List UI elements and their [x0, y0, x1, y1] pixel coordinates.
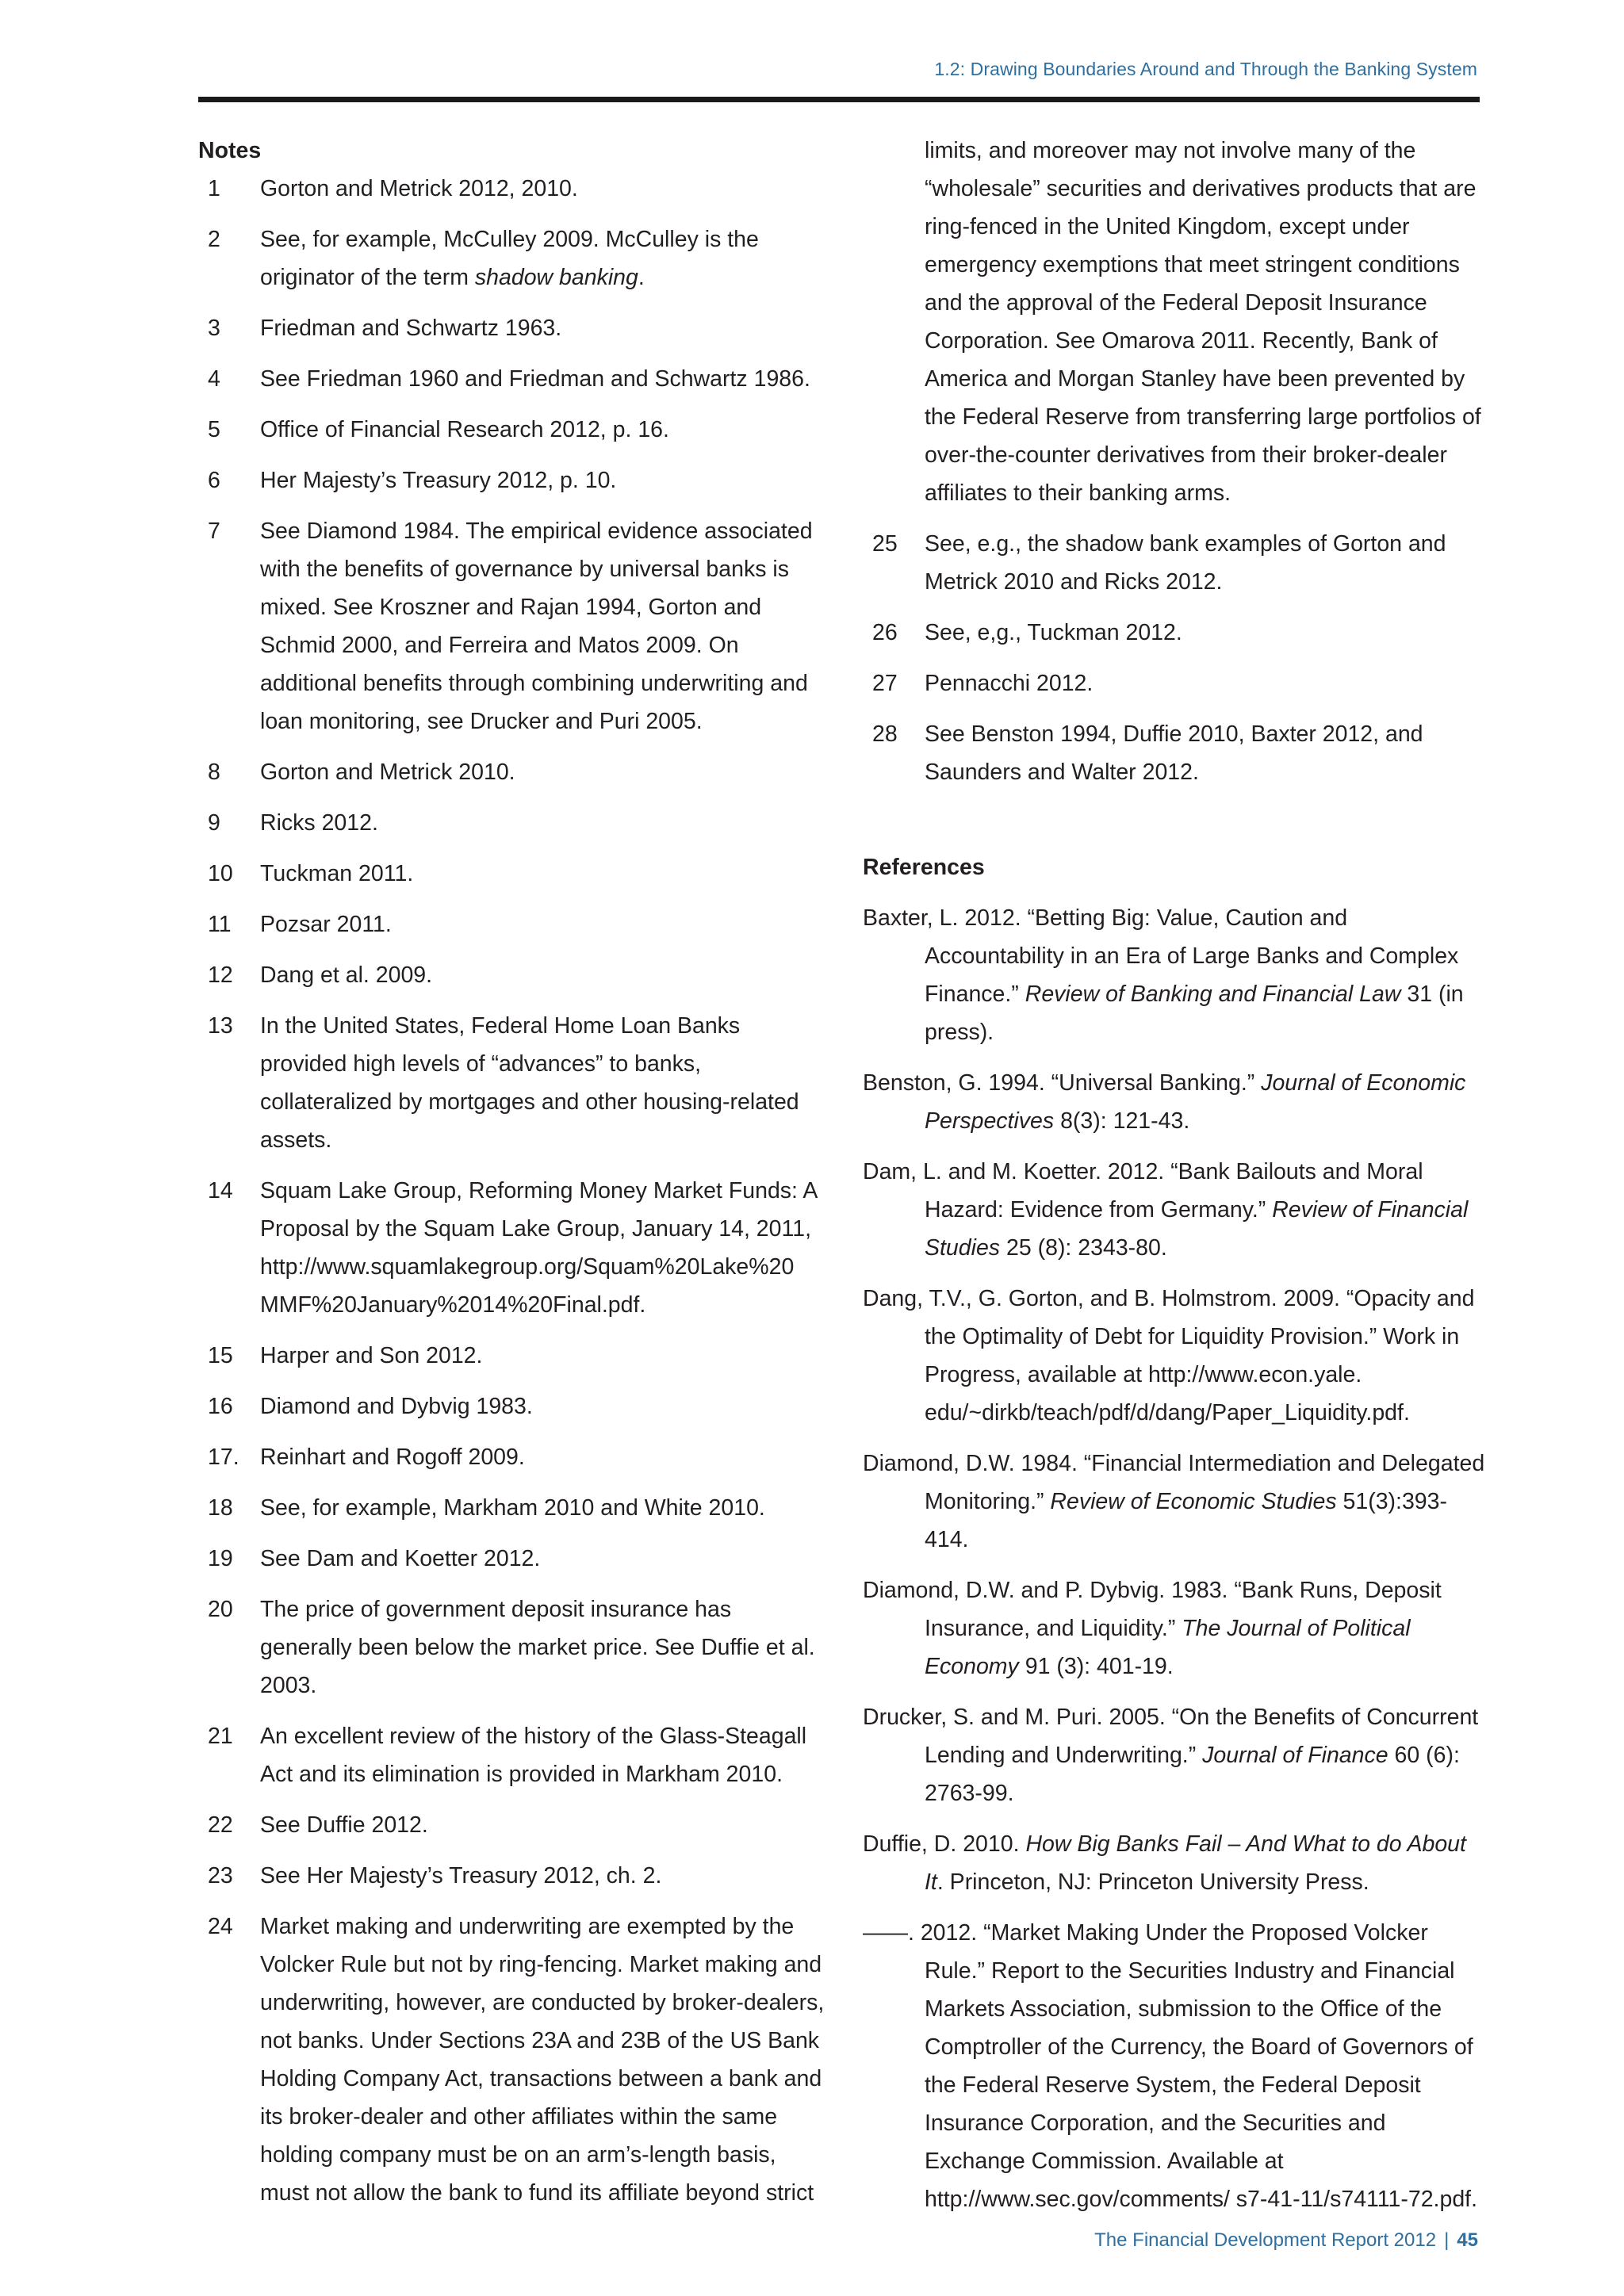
text-run: An excellent review of the history of the Glass-Steagall Act and its elimination is provided in Markham 2010. — [260, 1724, 807, 1787]
references-heading: References — [863, 855, 985, 880]
text-run: Ricks 2012. — [260, 810, 378, 836]
text-run: Pozsar 2011. — [260, 912, 392, 937]
note-item — [863, 614, 1489, 652]
text-run: The price of government deposit insurance has generally been below the market price. See Duffie et al. 2003. — [260, 1597, 815, 1698]
text-run: Drucker, S. and M. Puri. 2005. “On the Benefits of Concurrent Lending and Underwriting.” — [863, 1705, 1479, 1768]
note-number: 21 — [208, 1724, 233, 1749]
note-text — [260, 1172, 825, 1324]
note-item — [198, 804, 825, 842]
text-run: 8(3): 121-43. — [1054, 1108, 1190, 1134]
text-run: See, for example, Markham 2010 and White 2010. — [260, 1495, 765, 1521]
note-item — [198, 1540, 825, 1578]
note-number: 27 — [872, 671, 898, 696]
reference-entry — [863, 1571, 1489, 1686]
note-item — [198, 309, 825, 347]
note-item — [198, 170, 825, 208]
note-number: 28 — [872, 721, 898, 747]
text-run: See Duffie 2012. — [260, 1812, 428, 1838]
note-number: 16 — [208, 1394, 233, 1419]
note-item — [198, 461, 825, 499]
note-number: 22 — [208, 1812, 233, 1838]
text-run: Harper and Son 2012. — [260, 1343, 483, 1368]
notes-list-continued — [863, 525, 1489, 791]
reference-entry — [863, 1280, 1489, 1432]
note-number: 7 — [208, 519, 220, 544]
text-run: Dang, T.V., G. Gorton, and B. Holmstrom. 2009. “Opacity and the Optimality of Debt for Liquidity Provision.” Work in Progress, available at http://www.econ.yale. edu/~dirkb/teach/pdf/d/dang/Paper_Liquidity.pdf. — [863, 1286, 1475, 1425]
text-run: Squam Lake Group, Reforming Money Market Funds: A Proposal by the Squam Lake Group, January 14, 2011, http://www.squamlakegroup.org/Squam%20Lake%20 MMF%20January%2014%20Final.pdf. — [260, 1178, 817, 1318]
note-text — [260, 956, 825, 994]
note-text — [260, 1806, 825, 1844]
note-item — [198, 220, 825, 297]
note-item — [863, 664, 1489, 702]
note-number: 5 — [208, 417, 220, 442]
note-number: 12 — [208, 962, 233, 988]
notes-heading: Notes — [198, 138, 262, 163]
note-text — [260, 170, 825, 208]
note-text — [260, 1387, 825, 1425]
note-item — [198, 1337, 825, 1375]
text-run: See, for example, McCulley 2009. McCulley is the originator of the term — [260, 227, 759, 290]
text-run: See, e,g., Tuckman 2012. — [925, 620, 1182, 645]
note-number: 1 — [208, 176, 220, 201]
note-item — [198, 956, 825, 994]
note-text — [260, 1717, 825, 1793]
note-text — [260, 1857, 825, 1895]
italic-text: The Journal of Political Economy — [925, 1616, 1411, 1679]
text-run: See Dam and Koetter 2012. — [260, 1546, 541, 1571]
notes-list — [198, 170, 825, 2212]
text-run: Friedman and Schwartz 1963. — [260, 316, 562, 341]
note-item — [198, 855, 825, 893]
note-number: 3 — [208, 316, 220, 341]
note-number: 14 — [208, 1178, 233, 1203]
running-head: 1.2: Drawing Boundaries Around and Through the Banking System — [934, 59, 1477, 79]
note-number: 26 — [872, 620, 898, 645]
note-item — [198, 1806, 825, 1844]
note-number: 19 — [208, 1546, 233, 1571]
note-number: 10 — [208, 861, 233, 886]
text-run: 91 (3): 401-19. — [1018, 1654, 1174, 1679]
text-run: See Her Majesty’s Treasury 2012, ch. 2. — [260, 1863, 662, 1888]
text-run: Her Majesty’s Treasury 2012, p. 10. — [260, 468, 617, 493]
text-run: Office of Financial Research 2012, p. 16. — [260, 417, 669, 442]
left-column — [198, 132, 825, 2225]
text-run: Baxter, L. 2012. “Betting Big: Value, Caution and Accountability in an Era of Large Banks and Complex Finance.” — [863, 905, 1459, 1007]
note-text — [260, 905, 825, 943]
note-text — [260, 855, 825, 893]
text-run: See, e.g., the shadow bank examples of Gorton and Metrick 2010 and Ricks 2012. — [925, 531, 1446, 595]
note-item — [198, 512, 825, 740]
reference-entry — [863, 899, 1489, 1051]
note-item — [198, 411, 825, 449]
note-item — [198, 1590, 825, 1705]
note-number: 2 — [208, 227, 220, 252]
note-number: 24 — [208, 1914, 233, 1939]
text-run: Gorton and Metrick 2012, 2010. — [260, 176, 578, 201]
text-run: 31 (in press). — [925, 982, 1464, 1045]
note-number: 4 — [208, 366, 220, 392]
text-run: Diamond, D.W. and P. Dybvig. 1983. “Bank Runs, Deposit Insurance, and Liquidity.” — [863, 1578, 1442, 1641]
italic-text: Journal of Economic Perspectives — [925, 1070, 1466, 1134]
text-run: Dang et al. 2009. — [260, 962, 433, 988]
note-text — [925, 715, 1489, 791]
note-item — [198, 1857, 825, 1895]
note-24-continuation: limits, and moreover may not involve many of the “wholesale” securities and derivatives products that are ring-fenced in the United Kingdom, except under emergency exemptions that meet stringent conditions and the approval of the Federal Deposit Insurance Corporation. See Omarova 2011. Recently, Bank of America and Morgan Stanley have been prevented by the Federal Reserve from transferring large portfolios of over-the-counter derivatives from their broker-dealer affiliates to their banking arms. — [925, 138, 1481, 506]
note-item — [198, 1387, 825, 1425]
note-number: 6 — [208, 468, 220, 493]
note-text — [260, 1337, 825, 1375]
note-text — [260, 1489, 825, 1527]
note-item — [198, 1007, 825, 1159]
note-number: 13 — [208, 1013, 233, 1039]
note-number: 23 — [208, 1863, 233, 1888]
text-run: 51(3):393-414. — [925, 1489, 1447, 1552]
note-item — [198, 753, 825, 791]
text-run: Diamond and Dybvig 1983. — [260, 1394, 533, 1419]
italic-text: Journal of Finance — [1202, 1743, 1388, 1768]
text-run: 60 (6): 2763-99. — [925, 1743, 1460, 1806]
note-text — [260, 220, 825, 297]
note-item — [863, 715, 1489, 791]
reference-entry — [863, 1825, 1489, 1901]
text-run: Benston, G. 1994. “Universal Banking.” — [863, 1070, 1262, 1096]
note-text — [260, 1590, 825, 1705]
right-column — [863, 132, 1489, 2231]
note-text — [260, 512, 825, 740]
text-run: . — [638, 265, 645, 290]
note-text — [260, 1540, 825, 1578]
references-list — [863, 899, 1489, 2218]
note-number: 11 — [208, 912, 232, 937]
text-run: Tuckman 2011. — [260, 861, 414, 886]
text-run: Pennacchi 2012. — [925, 671, 1094, 696]
note-item — [863, 525, 1489, 601]
text-run: See Friedman 1960 and Friedman and Schwartz 1986. — [260, 366, 810, 392]
italic-text: How Big Banks Fail – And What to do About It — [925, 1831, 1466, 1895]
note-text — [925, 525, 1489, 601]
text-run: . Princeton, NJ: Princeton University Press. — [936, 1869, 1369, 1895]
reference-entry — [863, 1445, 1489, 1559]
note-number: 9 — [208, 810, 220, 836]
note-item — [198, 360, 825, 398]
text-run: Duffie, D. 2010. — [863, 1831, 1026, 1857]
note-item — [198, 905, 825, 943]
text-run: Dam, L. and M. Koetter. 2012. “Bank Bailouts and Moral Hazard: Evidence from Germany.” — [863, 1159, 1423, 1223]
page-footer — [1094, 2229, 1478, 2252]
note-text — [260, 1438, 825, 1476]
italic-text: shadow banking — [474, 265, 638, 290]
text-run: 25 (8): 2343-80. — [1000, 1235, 1167, 1261]
text-run: In the United States, Federal Home Loan Banks provided high levels of “advances” to banks, collateralized by mortgages and other housing-related assets. — [260, 1013, 799, 1153]
reference-entry — [863, 1698, 1489, 1812]
text-run: See Benston 1994, Duffie 2010, Baxter 2012, and Saunders and Walter 2012. — [925, 721, 1423, 785]
note-text — [260, 360, 825, 398]
text-run: Diamond, D.W. 1984. “Financial Intermediation and Delegated Monitoring.” — [863, 1451, 1485, 1514]
note-text — [260, 309, 825, 347]
header-rule — [198, 97, 1480, 102]
text-run: Reinhart and Rogoff 2009. — [260, 1445, 525, 1470]
text-run: ——. 2012. “Market Making Under the Proposed Volcker Rule.” Report to the Securities Industry and Financial Markets Association, submission to the Office of the Comptroller of the Currency, the Board of Governors of the Federal Reserve System, the Federal Deposit Insurance Corporation, and the Securities and Exchange Commission. Available at http://www.sec.gov/comments/ s7-41-11/s74111-72.pdf. — [863, 1920, 1478, 2212]
italic-text: Review of Economic Studies — [1050, 1489, 1337, 1514]
page-number: 45 — [1457, 2229, 1478, 2251]
text-run: Market making and underwriting are exempted by the Volcker Rule but not by ring-fencing. Market making and underwriting, however, are conducted by broker-dealers, not banks. Under Sections 23A and 23B of the US Bank Holding Company Act, transactions between a bank and its broker-dealer and other affiliates within the same holding company must be on an arm’s-length basis, must not allow the bank to fund its affiliate beyond strict — [260, 1914, 825, 2206]
note-item — [198, 1438, 825, 1476]
note-item — [198, 1489, 825, 1527]
note-text — [260, 804, 825, 842]
footer-separator: | — [1444, 2229, 1450, 2251]
note-number: 17. — [208, 1445, 239, 1470]
note-number: 25 — [872, 531, 898, 557]
reference-entry — [863, 1153, 1489, 1267]
italic-text: Review of Banking and Financial Law — [1025, 982, 1401, 1007]
note-text — [260, 1007, 825, 1159]
note-text — [260, 753, 825, 791]
note-text — [260, 461, 825, 499]
note-text — [260, 1908, 825, 2212]
note-text — [925, 614, 1489, 652]
note-number: 20 — [208, 1597, 233, 1622]
note-number: 18 — [208, 1495, 233, 1521]
note-item — [198, 1908, 825, 2212]
text-run: Gorton and Metrick 2010. — [260, 760, 515, 785]
reference-entry — [863, 1064, 1489, 1140]
note-item — [198, 1172, 825, 1324]
reference-entry — [863, 1914, 1489, 2218]
text-run: See Diamond 1984. The empirical evidence associated with the benefits of governance by universal banks is mixed. See Kroszner and Rajan 1994, Gorton and Schmid 2000, and Ferreira and Matos 2009. On additional benefits through combining underwriting and loan monitoring, see Drucker and Puri 2005. — [260, 519, 813, 734]
note-item — [198, 1717, 825, 1793]
report-title: The Financial Development Report 2012 — [1094, 2229, 1437, 2251]
note-number: 8 — [208, 760, 220, 785]
note-text — [925, 664, 1489, 702]
note-number: 15 — [208, 1343, 233, 1368]
note-text — [260, 411, 825, 449]
italic-text: Review of Financial Studies — [925, 1197, 1469, 1261]
